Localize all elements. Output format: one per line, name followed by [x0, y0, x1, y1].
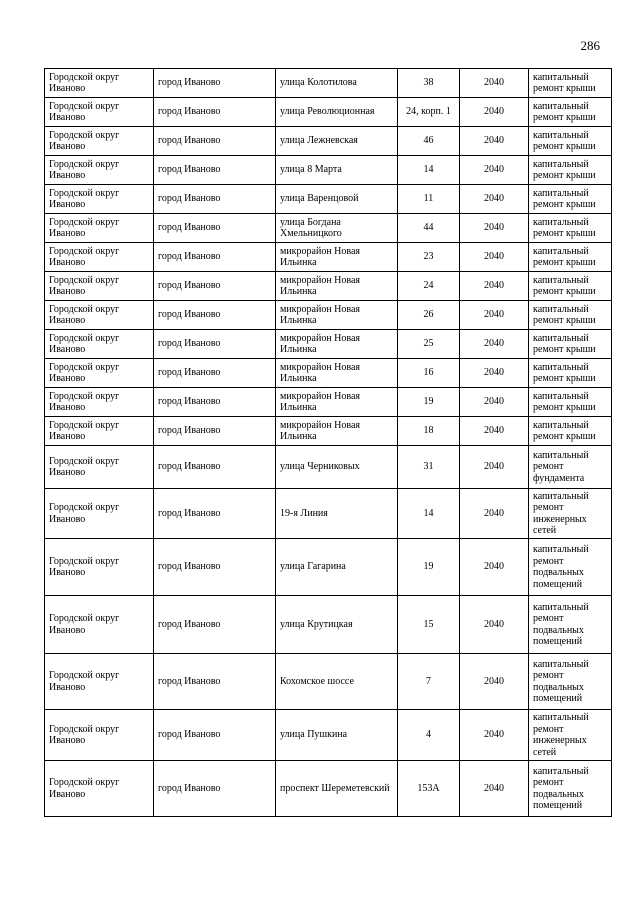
city-cell: город Иваново [154, 69, 276, 98]
street-cell: улица Гагарина [276, 539, 398, 596]
city-cell: город Иваново [154, 388, 276, 417]
year-cell: 2040 [460, 596, 529, 654]
district-cell: Городской округ Иваново [45, 156, 154, 185]
work-type-cell: капитальный ремонт крыши [529, 330, 612, 359]
house-number-cell: 24, корп. 1 [398, 98, 460, 127]
table-row [45, 710, 612, 761]
table-row [45, 417, 612, 446]
district-cell: Городской округ Иваново [45, 301, 154, 330]
house-number-cell: 31 [398, 446, 460, 489]
work-type-cell: капитальный ремонт крыши [529, 69, 612, 98]
house-number-cell: 14 [398, 489, 460, 539]
table-row [45, 243, 612, 272]
year-cell: 2040 [460, 214, 529, 243]
house-number-cell: 26 [398, 301, 460, 330]
table-row [45, 596, 612, 654]
city-cell: город Иваново [154, 127, 276, 156]
work-type-cell: капитальный ремонт подвальных помещений [529, 596, 612, 654]
table-row [45, 539, 612, 596]
street-cell: улица Черниковых [276, 446, 398, 489]
house-number-cell: 19 [398, 388, 460, 417]
work-type-cell: капитальный ремонт инженерных сетей [529, 710, 612, 761]
house-number-cell: 15 [398, 596, 460, 654]
table-row [45, 446, 612, 489]
work-type-cell: капитальный ремонт крыши [529, 185, 612, 214]
year-cell: 2040 [460, 330, 529, 359]
city-cell: город Иваново [154, 243, 276, 272]
street-cell: улица 8 Марта [276, 156, 398, 185]
city-cell: город Иваново [154, 301, 276, 330]
year-cell: 2040 [460, 69, 529, 98]
year-cell: 2040 [460, 388, 529, 417]
district-cell: Городской округ Иваново [45, 359, 154, 388]
street-cell: микрорайон Новая Ильинка [276, 388, 398, 417]
year-cell: 2040 [460, 539, 529, 596]
work-type-cell: капитальный ремонт крыши [529, 98, 612, 127]
district-cell: Городской округ Иваново [45, 446, 154, 489]
house-number-cell: 16 [398, 359, 460, 388]
year-cell: 2040 [460, 359, 529, 388]
year-cell: 2040 [460, 654, 529, 710]
street-cell: улица Богдана Хмельницкого [276, 214, 398, 243]
work-type-cell: капитальный ремонт крыши [529, 388, 612, 417]
repair-schedule-table [44, 68, 612, 817]
house-number-cell: 7 [398, 654, 460, 710]
street-cell: Кохомское шоссе [276, 654, 398, 710]
district-cell: Городской округ Иваново [45, 243, 154, 272]
street-cell: улица Варенцовой [276, 185, 398, 214]
house-number-cell: 19 [398, 539, 460, 596]
city-cell: город Иваново [154, 596, 276, 654]
city-cell: город Иваново [154, 272, 276, 301]
work-type-cell: капитальный ремонт подвальных помещений [529, 654, 612, 710]
year-cell: 2040 [460, 446, 529, 489]
city-cell: город Иваново [154, 98, 276, 127]
table-row [45, 654, 612, 710]
year-cell: 2040 [460, 301, 529, 330]
house-number-cell: 25 [398, 330, 460, 359]
table-row [45, 156, 612, 185]
street-cell: улица Революционная [276, 98, 398, 127]
work-type-cell: капитальный ремонт крыши [529, 417, 612, 446]
district-cell: Городской округ Иваново [45, 69, 154, 98]
work-type-cell: капитальный ремонт инженерных сетей [529, 489, 612, 539]
house-number-cell: 4 [398, 710, 460, 761]
page-number: 286 [580, 38, 600, 53]
city-cell: город Иваново [154, 330, 276, 359]
house-number-cell: 46 [398, 127, 460, 156]
district-cell: Городской округ Иваново [45, 127, 154, 156]
street-cell: улица Лежневская [276, 127, 398, 156]
house-number-cell: 153А [398, 761, 460, 817]
work-type-cell: капитальный ремонт крыши [529, 359, 612, 388]
house-number-cell: 44 [398, 214, 460, 243]
house-number-cell: 24 [398, 272, 460, 301]
district-cell: Городской округ Иваново [45, 596, 154, 654]
table-row [45, 359, 612, 388]
city-cell: город Иваново [154, 214, 276, 243]
street-cell: микрорайон Новая Ильинка [276, 272, 398, 301]
year-cell: 2040 [460, 272, 529, 301]
work-type-cell: капитальный ремонт крыши [529, 127, 612, 156]
table-row [45, 127, 612, 156]
table-row [45, 69, 612, 98]
street-cell: микрорайон Новая Ильинка [276, 417, 398, 446]
year-cell: 2040 [460, 185, 529, 214]
table-row [45, 185, 612, 214]
city-cell: город Иваново [154, 417, 276, 446]
district-cell: Городской округ Иваново [45, 330, 154, 359]
city-cell: город Иваново [154, 185, 276, 214]
work-type-cell: капитальный ремонт фундамента [529, 446, 612, 489]
table-row [45, 98, 612, 127]
street-cell: микрорайон Новая Ильинка [276, 301, 398, 330]
work-type-cell: капитальный ремонт крыши [529, 243, 612, 272]
year-cell: 2040 [460, 156, 529, 185]
table-row [45, 301, 612, 330]
year-cell: 2040 [460, 243, 529, 272]
table-row [45, 761, 612, 817]
street-cell: микрорайон Новая Ильинка [276, 359, 398, 388]
district-cell: Городской округ Иваново [45, 388, 154, 417]
district-cell: Городской округ Иваново [45, 489, 154, 539]
district-cell: Городской округ Иваново [45, 185, 154, 214]
district-cell: Городской округ Иваново [45, 214, 154, 243]
district-cell: Городской округ Иваново [45, 654, 154, 710]
city-cell: город Иваново [154, 446, 276, 489]
city-cell: город Иваново [154, 761, 276, 817]
street-cell: улица Крутицкая [276, 596, 398, 654]
street-cell: микрорайон Новая Ильинка [276, 243, 398, 272]
street-cell: улица Колотилова [276, 69, 398, 98]
table-row [45, 388, 612, 417]
work-type-cell: капитальный ремонт подвальных помещений [529, 761, 612, 817]
year-cell: 2040 [460, 761, 529, 817]
work-type-cell: капитальный ремонт крыши [529, 214, 612, 243]
work-type-cell: капитальный ремонт крыши [529, 156, 612, 185]
work-type-cell: капитальный ремонт подвальных помещений [529, 539, 612, 596]
street-cell: микрорайон Новая Ильинка [276, 330, 398, 359]
table-row [45, 489, 612, 539]
work-type-cell: капитальный ремонт крыши [529, 272, 612, 301]
city-cell: город Иваново [154, 489, 276, 539]
house-number-cell: 18 [398, 417, 460, 446]
street-cell: проспект Шереметевский [276, 761, 398, 817]
street-cell: 19-я Линия [276, 489, 398, 539]
district-cell: Городской округ Иваново [45, 98, 154, 127]
district-cell: Городской округ Иваново [45, 539, 154, 596]
district-cell: Городской округ Иваново [45, 417, 154, 446]
table-row [45, 330, 612, 359]
year-cell: 2040 [460, 417, 529, 446]
city-cell: город Иваново [154, 710, 276, 761]
work-type-cell: капитальный ремонт крыши [529, 301, 612, 330]
city-cell: город Иваново [154, 654, 276, 710]
district-cell: Городской округ Иваново [45, 710, 154, 761]
year-cell: 2040 [460, 127, 529, 156]
city-cell: город Иваново [154, 156, 276, 185]
house-number-cell: 38 [398, 69, 460, 98]
year-cell: 2040 [460, 489, 529, 539]
year-cell: 2040 [460, 98, 529, 127]
house-number-cell: 14 [398, 156, 460, 185]
street-cell: улица Пушкина [276, 710, 398, 761]
house-number-cell: 11 [398, 185, 460, 214]
city-cell: город Иваново [154, 359, 276, 388]
district-cell: Городской округ Иваново [45, 761, 154, 817]
table-row [45, 214, 612, 243]
house-number-cell: 23 [398, 243, 460, 272]
year-cell: 2040 [460, 710, 529, 761]
city-cell: город Иваново [154, 539, 276, 596]
district-cell: Городской округ Иваново [45, 272, 154, 301]
table-row [45, 272, 612, 301]
